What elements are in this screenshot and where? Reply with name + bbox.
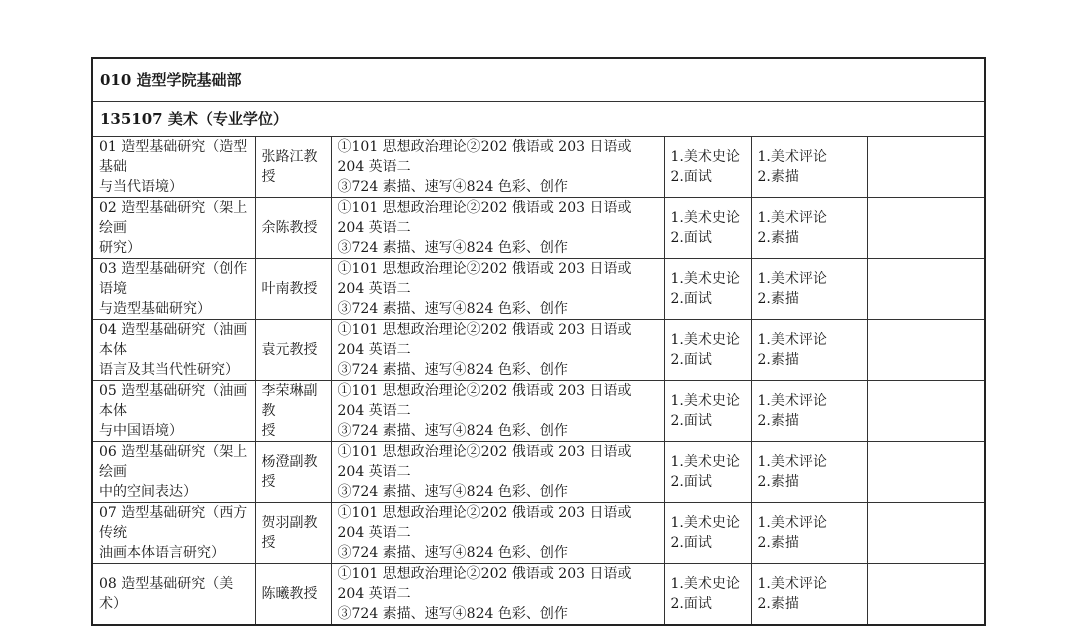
notes-cell — [867, 320, 985, 381]
exam-subjects-cell — [331, 442, 664, 503]
exam-subjects-cell-text: ①101 思想政治理论②202 俄语或 203 日语或 204 英语二 ③724 素描、速写④824 色彩、创作 — [337, 261, 632, 317]
exam-subjects-cell-text: ①101 思想政治理论②202 俄语或 203 日语或 204 英语二 ③724 素描、速写④824 色彩、创作 — [337, 200, 632, 256]
research-direction-cell — [92, 137, 255, 198]
retest-subjects-cell-text: 1.美术史论 2.面试 — [670, 210, 740, 246]
notes-cell — [867, 198, 985, 259]
supervisor-cell-text: 陈曦教授 — [261, 586, 318, 602]
table-body — [92, 58, 985, 625]
retest-subjects-cell — [664, 137, 751, 198]
research-direction-cell — [92, 442, 255, 503]
exam-subjects-cell-text: ①101 思想政治理论②202 俄语或 203 日语或 204 英语二 ③724 素描、速写④824 色彩、创作 — [337, 383, 632, 439]
table-row — [92, 442, 985, 503]
department-title: 010 造型学院基础部 — [92, 58, 985, 102]
supervisor-cell — [255, 137, 331, 198]
equivalent-exam-cell-text: 1.美术评论 2.素描 — [757, 149, 827, 185]
research-direction-cell-text: 06 造型基础研究（架上绘画 中的空间表达） — [99, 444, 248, 500]
supervisor-cell — [255, 259, 331, 320]
notes-cell — [867, 442, 985, 503]
equivalent-exam-cell — [751, 198, 867, 259]
table-row — [92, 137, 985, 198]
equivalent-exam-cell — [751, 381, 867, 442]
table-row — [92, 259, 985, 320]
exam-subjects-cell — [331, 259, 664, 320]
retest-subjects-cell-text: 1.美术史论 2.面试 — [670, 515, 740, 551]
exam-subjects-cell — [331, 198, 664, 259]
notes-cell — [867, 137, 985, 198]
exam-subjects-cell — [331, 564, 664, 626]
retest-subjects-cell — [664, 198, 751, 259]
research-direction-cell — [92, 503, 255, 564]
supervisor-cell — [255, 320, 331, 381]
major-title: 135107 美术（专业学位） — [92, 102, 985, 137]
equivalent-exam-cell — [751, 503, 867, 564]
research-direction-cell-text: 04 造型基础研究（油画本体 语言及其当代性研究） — [99, 322, 248, 378]
retest-subjects-cell — [664, 259, 751, 320]
table-row — [92, 198, 985, 259]
equivalent-exam-cell-text: 1.美术评论 2.素描 — [757, 210, 827, 246]
notes-cell — [867, 503, 985, 564]
research-direction-cell-text: 01 造型基础研究（造型基础 与当代语境） — [99, 139, 248, 195]
exam-subjects-cell-text: ①101 思想政治理论②202 俄语或 203 日语或 204 英语二 ③724 素描、速写④824 色彩、创作 — [337, 566, 632, 622]
table-row — [92, 503, 985, 564]
supervisor-cell — [255, 381, 331, 442]
research-direction-cell — [92, 564, 255, 626]
retest-subjects-cell-text: 1.美术史论 2.面试 — [670, 271, 740, 307]
supervisor-cell — [255, 564, 331, 626]
supervisor-cell-text: 贺羽副教授 — [261, 515, 318, 551]
research-direction-cell — [92, 259, 255, 320]
supervisor-cell — [255, 503, 331, 564]
supervisor-cell-text: 袁元教授 — [261, 342, 318, 358]
retest-subjects-cell-text: 1.美术史论 2.面试 — [670, 454, 740, 490]
equivalent-exam-cell — [751, 259, 867, 320]
exam-subjects-cell — [331, 381, 664, 442]
exam-subjects-cell-text: ①101 思想政治理论②202 俄语或 203 日语或 204 英语二 ③724 素描、速写④824 色彩、创作 — [337, 444, 632, 500]
retest-subjects-cell — [664, 503, 751, 564]
exam-subjects-cell — [331, 320, 664, 381]
table-row — [92, 320, 985, 381]
research-direction-cell-text: 03 造型基础研究（创作语境 与造型基础研究） — [99, 261, 248, 317]
research-direction-cell-text: 07 造型基础研究（西方传统 油画本体语言研究） — [99, 505, 248, 561]
equivalent-exam-cell — [751, 564, 867, 626]
notes-cell — [867, 564, 985, 626]
supervisor-cell-text: 张路江教授 — [261, 149, 318, 185]
research-direction-cell — [92, 381, 255, 442]
research-direction-cell-text: 02 造型基础研究（架上绘画 研究） — [99, 200, 248, 256]
equivalent-exam-cell — [751, 320, 867, 381]
notes-cell — [867, 381, 985, 442]
retest-subjects-cell — [664, 381, 751, 442]
major-row — [92, 102, 985, 137]
department-row — [92, 58, 985, 102]
equivalent-exam-cell-text: 1.美术评论 2.素描 — [757, 454, 827, 490]
equivalent-exam-cell-text: 1.美术评论 2.素描 — [757, 515, 827, 551]
enrollment-table — [91, 57, 986, 626]
equivalent-exam-cell-text: 1.美术评论 2.素描 — [757, 576, 827, 612]
retest-subjects-cell-text: 1.美术史论 2.面试 — [670, 149, 740, 185]
supervisor-cell-text: 叶南教授 — [261, 281, 318, 297]
research-direction-cell-text: 08 造型基础研究（美术） — [99, 576, 234, 612]
equivalent-exam-cell — [751, 442, 867, 503]
research-direction-cell-text: 05 造型基础研究（油画本体 与中国语境） — [99, 383, 248, 439]
equivalent-exam-cell-text: 1.美术评论 2.素描 — [757, 393, 827, 429]
retest-subjects-cell — [664, 564, 751, 626]
exam-subjects-cell-text: ①101 思想政治理论②202 俄语或 203 日语或 204 英语二 ③724 素描、速写④824 色彩、创作 — [337, 505, 632, 561]
equivalent-exam-cell-text: 1.美术评论 2.素描 — [757, 271, 827, 307]
table-row — [92, 564, 985, 626]
exam-subjects-cell — [331, 503, 664, 564]
supervisor-cell — [255, 198, 331, 259]
retest-subjects-cell-text: 1.美术史论 2.面试 — [670, 332, 740, 368]
retest-subjects-cell-text: 1.美术史论 2.面试 — [670, 393, 740, 429]
retest-subjects-cell — [664, 442, 751, 503]
research-direction-cell — [92, 198, 255, 259]
notes-cell — [867, 259, 985, 320]
retest-subjects-cell — [664, 320, 751, 381]
supervisor-cell-text: 李荣琳副教 授 — [261, 383, 318, 439]
exam-subjects-cell-text: ①101 思想政治理论②202 俄语或 203 日语或 204 英语二 ③724 素描、速写④824 色彩、创作 — [337, 139, 632, 195]
exam-subjects-cell-text: ①101 思想政治理论②202 俄语或 203 日语或 204 英语二 ③724 素描、速写④824 色彩、创作 — [337, 322, 632, 378]
supervisor-cell-text: 余陈教授 — [261, 220, 318, 236]
supervisor-cell — [255, 442, 331, 503]
table-row — [92, 381, 985, 442]
retest-subjects-cell-text: 1.美术史论 2.面试 — [670, 576, 740, 612]
equivalent-exam-cell — [751, 137, 867, 198]
supervisor-cell-text: 杨澄副教授 — [261, 454, 318, 490]
equivalent-exam-cell-text: 1.美术评论 2.素描 — [757, 332, 827, 368]
exam-subjects-cell — [331, 137, 664, 198]
research-direction-cell — [92, 320, 255, 381]
